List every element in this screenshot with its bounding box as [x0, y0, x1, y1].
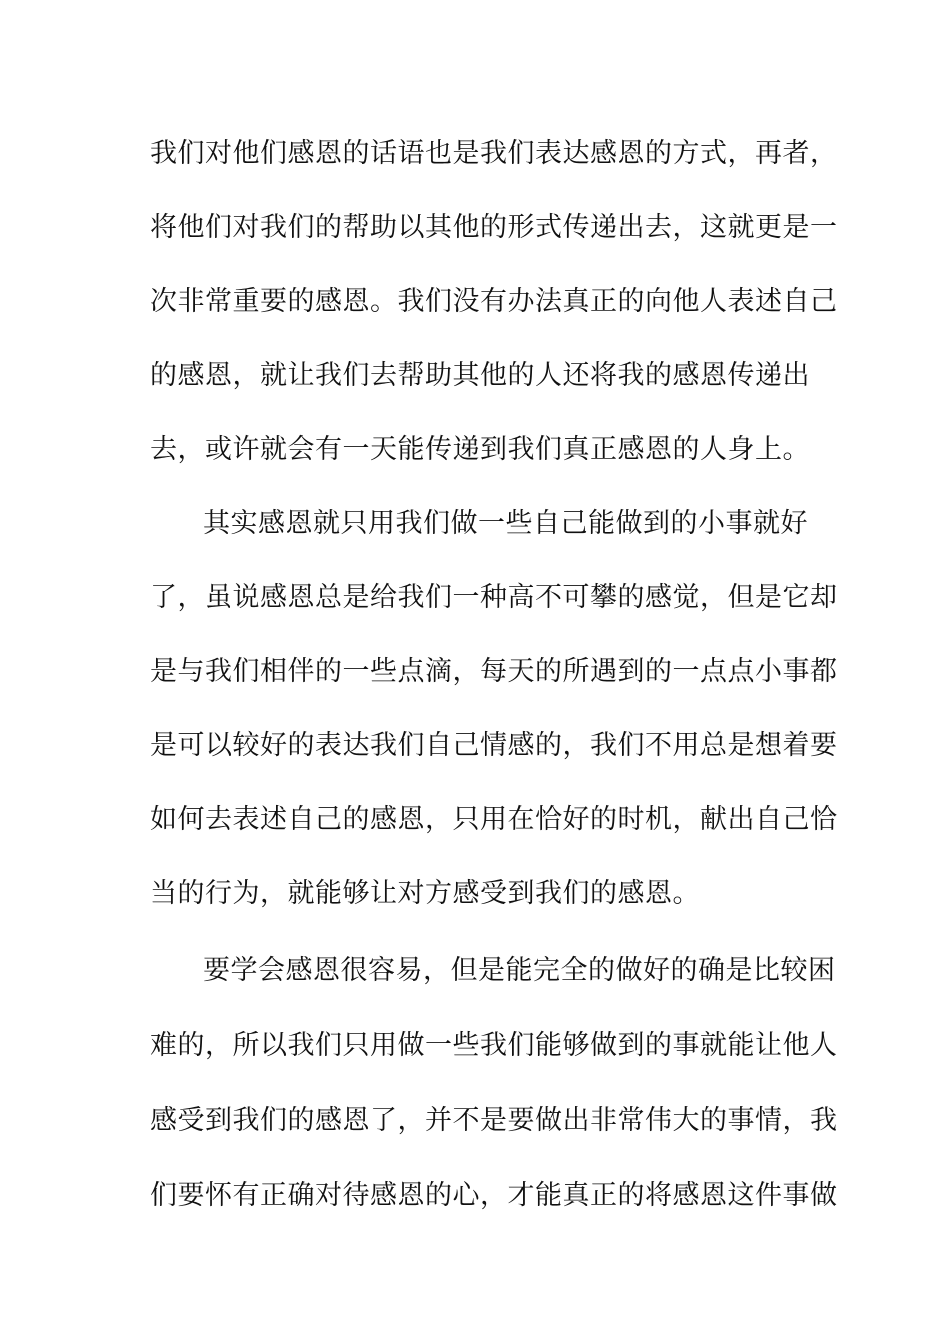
- paragraph-first-line: 要学会感恩很容易，但是能完全的做好的确是比较困: [203, 955, 836, 986]
- text-line: 感受到我们的感恩了，并不是要做出非常伟大的事情，我: [150, 1105, 838, 1136]
- text-line: 我们对他们感恩的话语也是我们表达感恩的方式，再者，: [150, 138, 838, 169]
- text-line: 是可以较好的表达我们自己情感的，我们不用总是想着要: [150, 730, 838, 761]
- text-line: 次非常重要的感恩。我们没有办法真正的向他人表述自己: [150, 286, 838, 317]
- text-line: 们要怀有正确对待感恩的心，才能真正的将感恩这件事做: [150, 1180, 838, 1211]
- text-line: 去，或许就会有一天能传递到我们真正感恩的人身上。: [150, 434, 810, 465]
- paragraph-first-line: 其实感恩就只用我们做一些自己能做到的小事就好: [203, 508, 808, 539]
- text-line: 难的，所以我们只用做一些我们能够做到的事就能让他人: [150, 1030, 838, 1061]
- text-line: 的感恩，就让我们去帮助其他的人还将我的感恩传递出: [150, 360, 810, 391]
- text-line: 是与我们相伴的一些点滴，每天的所遇到的一点点小事都: [150, 656, 838, 687]
- text-line: 如何去表述自己的感恩，只用在恰好的时机，献出自己恰: [150, 804, 838, 835]
- text-line: 将他们对我们的帮助以其他的形式传递出去，这就更是一: [150, 212, 838, 243]
- text-line: 了，虽说感恩总是给我们一种高不可攀的感觉，但是它却: [150, 582, 838, 613]
- text-line: 当的行为，就能够让对方感受到我们的感恩。: [150, 878, 700, 909]
